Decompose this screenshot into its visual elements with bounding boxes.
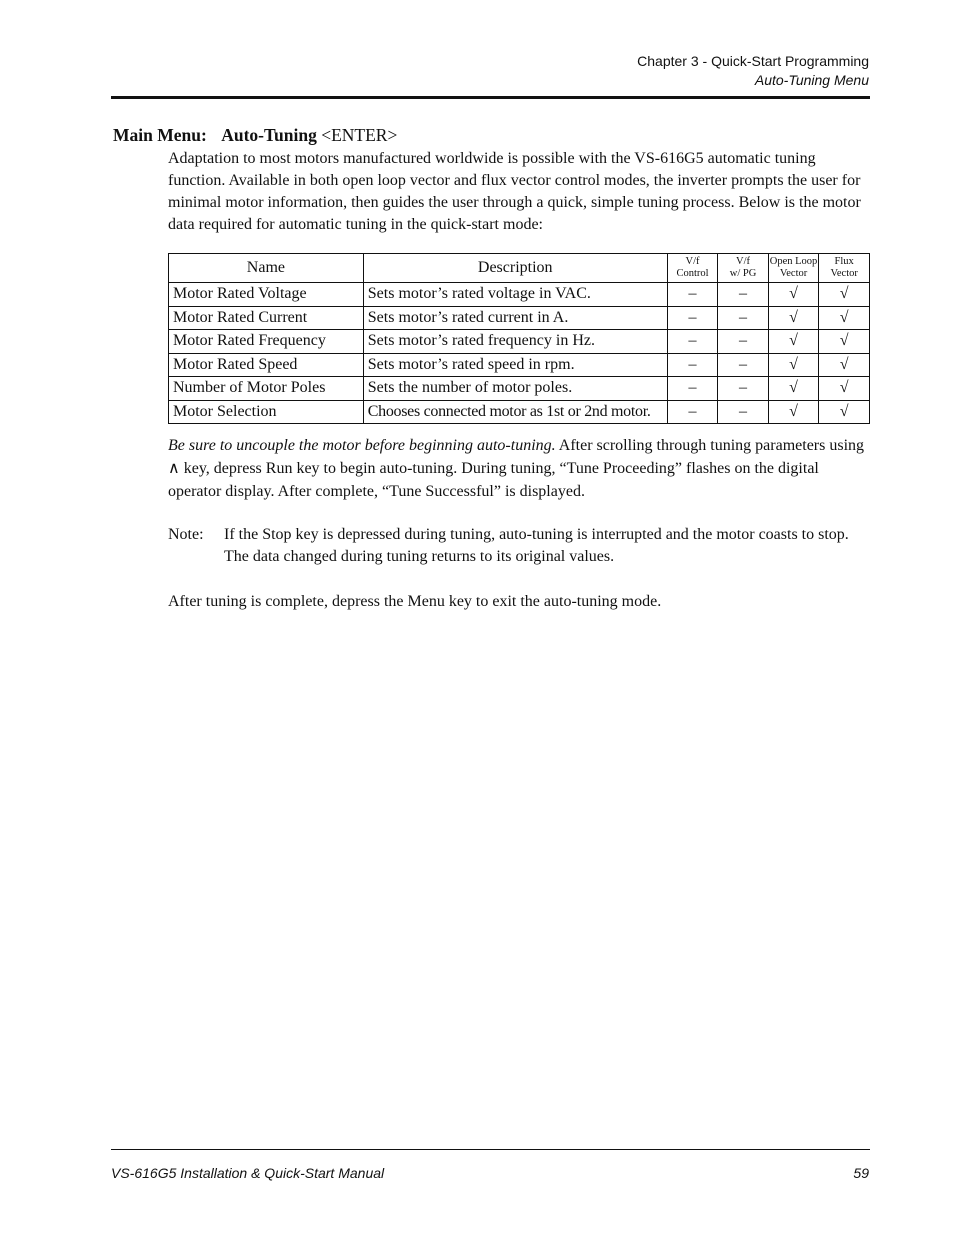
heading-item: Auto-Tuning [221, 125, 317, 145]
cell-open-loop: √ [768, 330, 819, 354]
cell-flux: √ [819, 306, 870, 330]
note-text: If the Stop key is depressed during tuning, auto-tuning is interrupted and the motor coasts to stop. The data changed during tuning returns to its original values. [224, 526, 849, 565]
cell-description: Sets motor’s rated current in A. [363, 306, 667, 330]
header-vf-pg: V/f w/ PG [718, 254, 768, 283]
cell-open-loop: √ [768, 306, 819, 330]
header-rule [111, 96, 870, 99]
cell-open-loop: √ [768, 353, 819, 377]
cell-description: Sets motor’s rated speed in rpm. [363, 353, 667, 377]
cell-flux: √ [819, 330, 870, 354]
header-name: Name [169, 254, 364, 283]
heading-menu: Main Menu: [113, 125, 207, 145]
up-key-icon: ∧ [168, 460, 180, 477]
page-number: 59 [853, 1165, 869, 1181]
cell-description: Sets motor’s rated frequency in Hz. [363, 330, 667, 354]
cell-flux: √ [819, 353, 870, 377]
cell-flux: √ [819, 283, 870, 307]
cell-vf-pg: – [718, 353, 768, 377]
cell-name: Motor Rated Current [169, 306, 364, 330]
running-header [637, 52, 869, 90]
footer-manual-title: VS-616G5 Installation & Quick-Start Manual [111, 1165, 385, 1181]
cell-vf-pg: – [718, 283, 768, 307]
header-description: Description [363, 254, 667, 283]
cell-description: Sets the number of motor poles. [363, 377, 667, 401]
note-block [168, 524, 872, 568]
intro-paragraph: Adaptation to most motors manufactured worldwide is possible with the VS-616G5 automatic tuning function. Available in both open loop vector and flux vector control modes, the inverter prompts the user for minimal motor information, then guides the user through a quick, simple tuning process. Below is the motor data required for automatic tuning in the quick-start mode: [168, 150, 861, 233]
cell-vf-control: – [667, 306, 718, 330]
cell-vf-control: – [667, 400, 718, 424]
header-vf-control: V/f Control [667, 254, 718, 283]
cell-vf-control: – [667, 330, 718, 354]
cell-flux: √ [819, 400, 870, 424]
section-title: Auto-Tuning Menu [754, 72, 869, 88]
footer-rule [111, 1149, 870, 1150]
motor-data-table [168, 253, 870, 424]
table-header-row [169, 254, 870, 283]
instructions-part-2: key, depress Run key to begin auto-tuning. During tuning, “Tune Proceeding” flashes on the digital operator display. After complete, “Tune Successful” is displayed. [168, 460, 819, 500]
exit-instruction: After tuning is complete, depress the Menu key to exit the auto-tuning mode. [168, 593, 662, 610]
cell-name: Motor Rated Voltage [169, 283, 364, 307]
cell-description: Chooses connected motor as 1st or 2nd motor. [363, 400, 667, 424]
cell-flux: √ [819, 377, 870, 401]
uncouple-warning: Be sure to uncouple the motor before beginning auto-tuning. [168, 437, 556, 454]
tuning-instructions [168, 434, 872, 503]
section-heading [113, 125, 397, 146]
cell-vf-control: – [667, 283, 718, 307]
table-row [169, 353, 870, 377]
table-row [169, 306, 870, 330]
instructions-part-1: After scrolling through tuning parameters using [555, 437, 865, 454]
cell-name: Motor Rated Speed [169, 353, 364, 377]
cell-name: Number of Motor Poles [169, 377, 364, 401]
header-flux-vector: Flux Vector [819, 254, 870, 283]
cell-vf-pg: – [718, 400, 768, 424]
table-row [169, 283, 870, 307]
cell-vf-control: – [667, 377, 718, 401]
cell-open-loop: √ [768, 377, 819, 401]
cell-name: Motor Rated Frequency [169, 330, 364, 354]
header-open-loop-vector: Open Loop Vector [768, 254, 819, 283]
cell-vf-control: – [667, 353, 718, 377]
table-row [169, 400, 870, 424]
cell-vf-pg: – [718, 306, 768, 330]
cell-open-loop: √ [768, 400, 819, 424]
chapter-title: Chapter 3 - Quick-Start Programming [637, 53, 869, 69]
cell-name: Motor Selection [169, 400, 364, 424]
cell-open-loop: √ [768, 283, 819, 307]
cell-vf-pg: – [718, 330, 768, 354]
cell-vf-pg: – [718, 377, 768, 401]
heading-key: <ENTER> [321, 125, 398, 145]
table-row [169, 377, 870, 401]
note-label: Note: [168, 526, 204, 543]
cell-description: Sets motor’s rated voltage in VAC. [363, 283, 667, 307]
table-row [169, 330, 870, 354]
